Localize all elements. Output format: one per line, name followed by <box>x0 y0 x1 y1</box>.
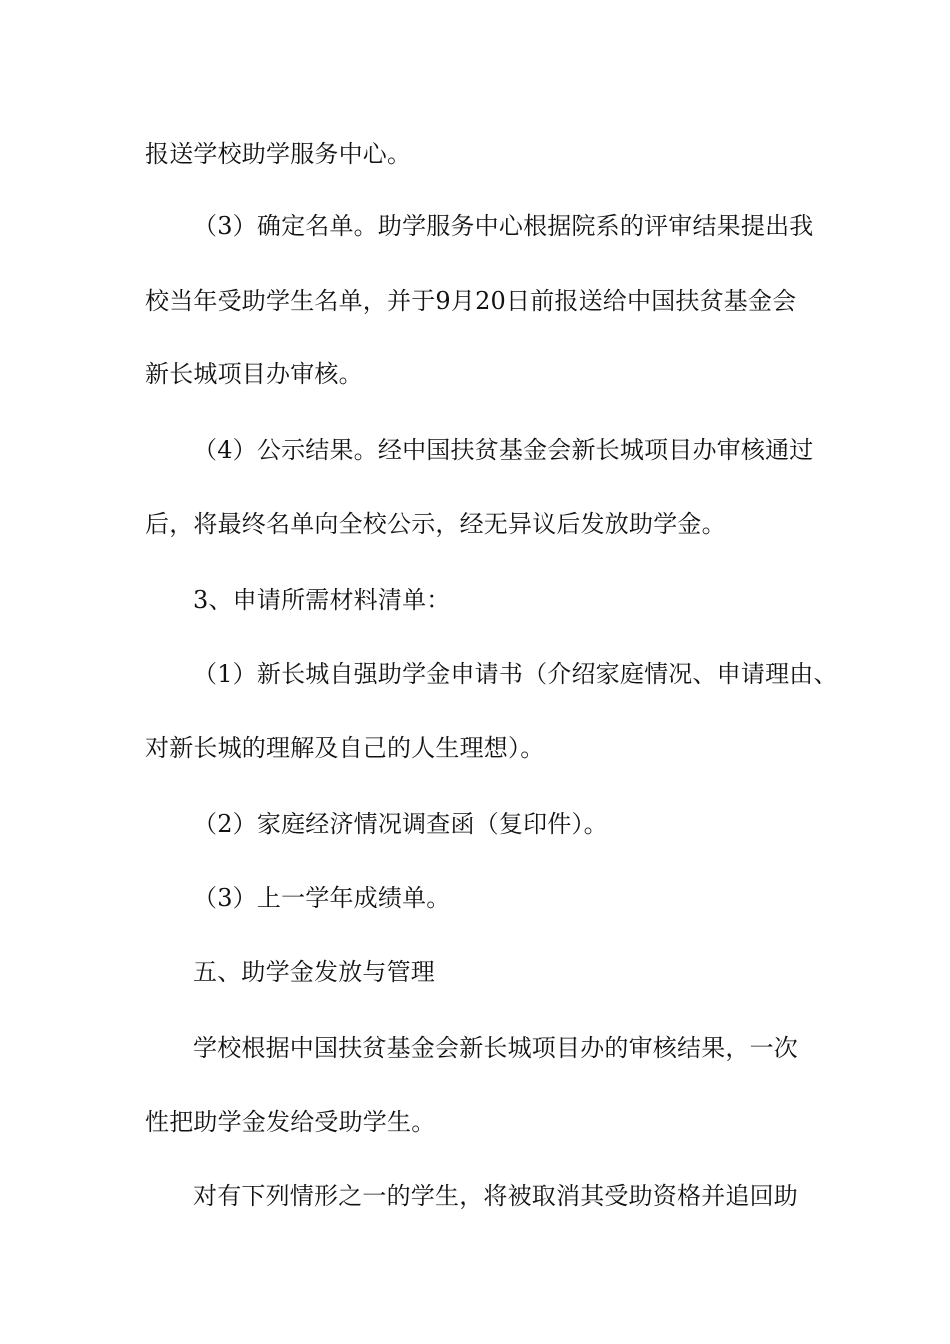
text-line-11: （3）上一学年成绩单。 <box>193 884 451 912</box>
text-line-9: 对新长城的理解及自己的人生理想）。 <box>145 734 545 762</box>
text-line-8: （1）新长城自强助学金申请书（介绍家庭情况、申请理由、 <box>193 660 838 688</box>
text-line-3: 校当年受助学生名单，并于9月20日前报送给中国扶贫基金会 <box>145 287 797 315</box>
section-heading: 五、助学金发放与管理 <box>193 958 435 986</box>
text-line-6: 后，将最终名单向全校公示，经无异议后发放助学金。 <box>145 510 726 538</box>
text-line-5: （4）公示结果。经中国扶贫基金会新长城项目办审核通过 <box>193 436 814 464</box>
text-line-13: 学校根据中国扶贫基金会新长城项目办的审核结果，一次 <box>193 1034 798 1062</box>
text-line-7: 3、申请所需材料清单： <box>193 586 451 614</box>
text-line-4: 新长城项目办审核。 <box>145 360 363 388</box>
text-line-2: （3）确定名单。助学服务中心根据院系的评审结果提出我 <box>193 212 814 240</box>
text-line-14: 性把助学金发给受助学生。 <box>145 1108 436 1136</box>
text-line-10: （2）家庭经济情况调查函（复印件）。 <box>193 810 608 838</box>
text-line-1: 报送学校助学服务中心。 <box>145 140 412 168</box>
text-line-15: 对有下列情形之一的学生，将被取消其受助资格并追回助 <box>193 1182 798 1210</box>
